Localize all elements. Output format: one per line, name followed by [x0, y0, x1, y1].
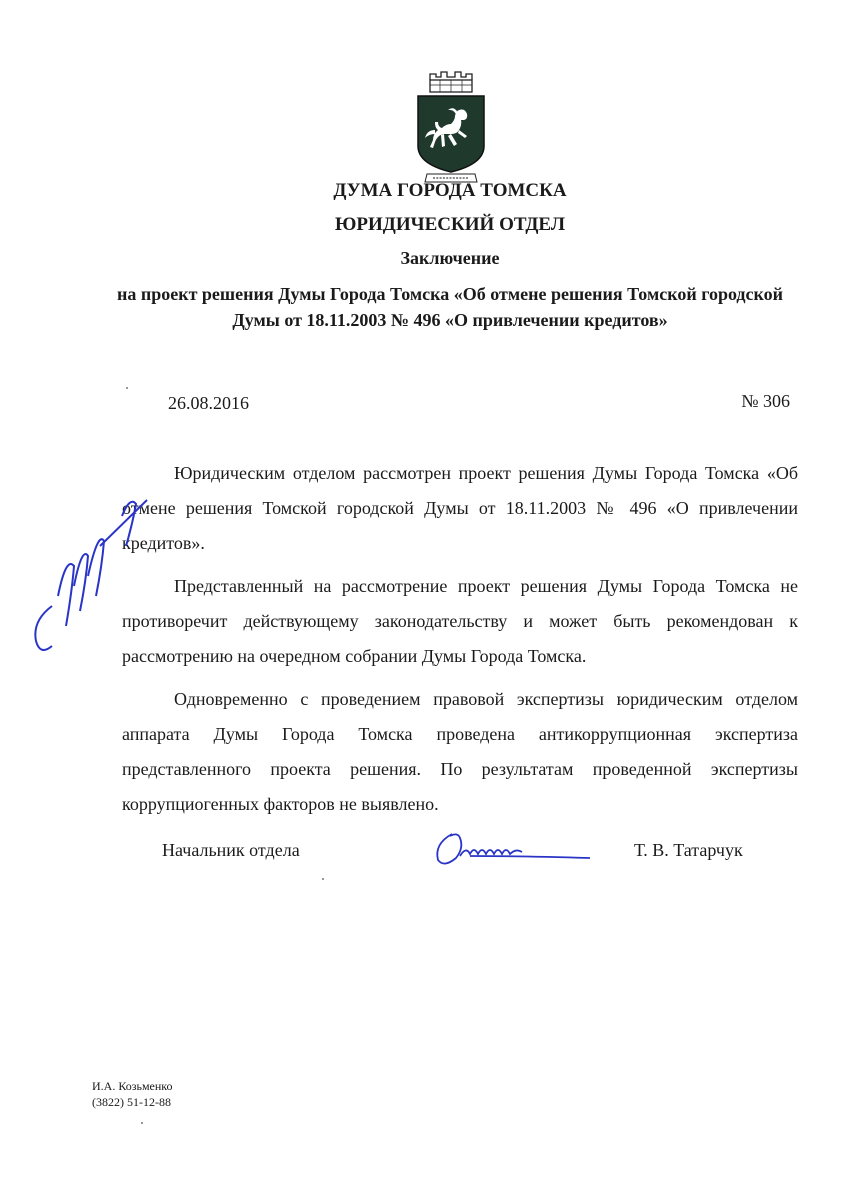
body-paragraph: Одновременно с проведением правовой экспертизы юридическим отделом аппарата Думы Города Томска проведена антикоррупционная экспертиза представленного проекта решения. По результатам проведенной экспертизы коррупциогенных факторов не выявлено. [122, 689, 798, 814]
scan-speck [126, 387, 128, 389]
handwritten-signature [430, 822, 595, 872]
signatory-position: Начальник отдела [162, 840, 300, 860]
scan-speck [141, 1122, 143, 1124]
document-subject: на проект решения Думы Города Томска «Об отмене решения Томской городской Думы от 18.11.2003 № 496 «О привлечении кредитов» [116, 284, 784, 330]
executor-phone: (3822) 51-12-88 [92, 1095, 171, 1109]
executor-info [92, 1078, 173, 1110]
document-body [122, 456, 798, 830]
document-number: № 306 [741, 391, 790, 411]
executor-name: И.А. Козьменко [92, 1079, 173, 1093]
department-name: ЮРИДИЧЕСКИЙ ОТДЕЛ [335, 214, 565, 235]
handwritten-resolution-mark [22, 486, 152, 666]
coat-of-arms-emblem [413, 70, 489, 186]
crown-icon [430, 72, 472, 92]
signatory-name: Т. В. Татарчук [634, 840, 743, 860]
org-name: ДУМА ГОРОДА ТОМСКА [333, 180, 567, 201]
document-kind: Заключение [400, 248, 500, 268]
body-paragraph: Представленный на рассмотрение проект решения Думы Города Томска не противоречит действующему законодательству и может быть рекомендован к рассмотрению на очередном собрании Думы Города Томска. [122, 576, 798, 666]
scan-speck [322, 878, 324, 880]
body-paragraph: Юридическим отделом рассмотрен проект решения Думы Города Томска «Об отмене решения Томской городской Думы от 18.11.2003 № 496 «О привлечении кредитов». [122, 463, 798, 553]
document-date: 26.08.2016 [168, 393, 249, 413]
